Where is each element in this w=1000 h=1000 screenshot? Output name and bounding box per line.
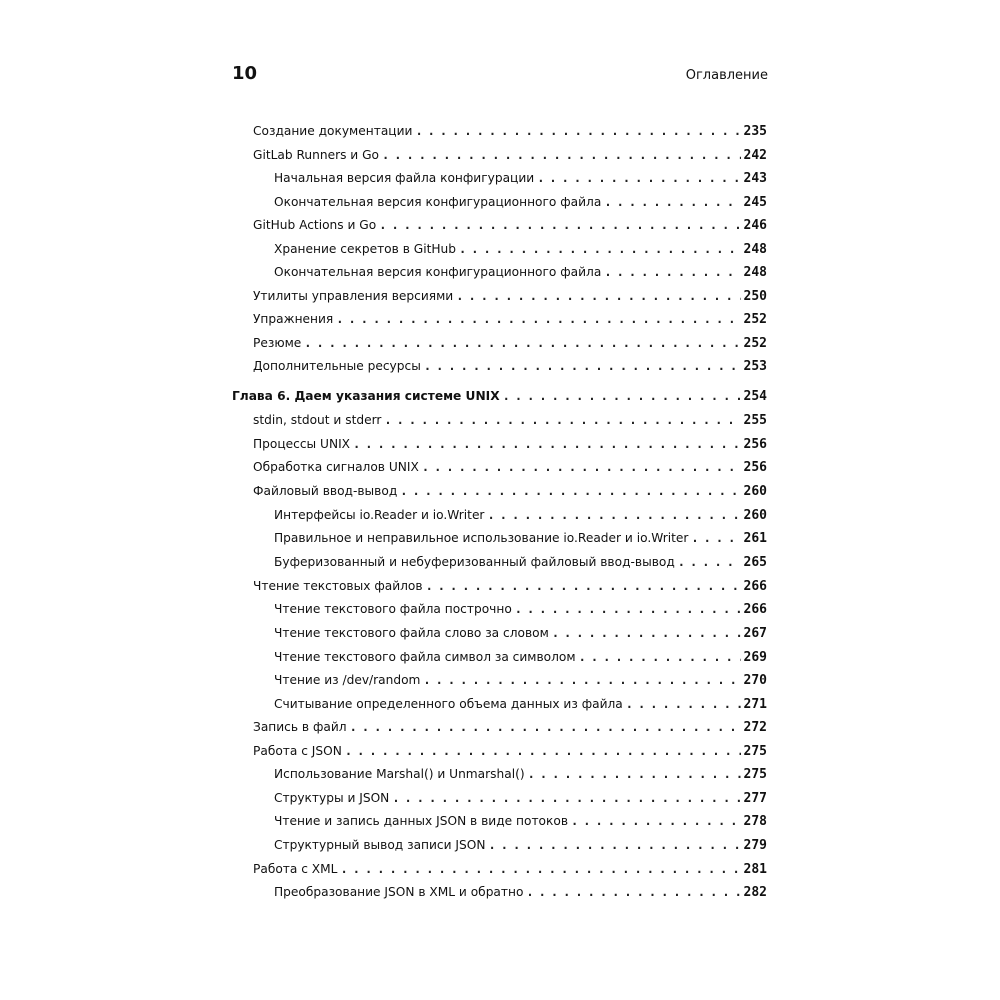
- dot-leader: [604, 191, 740, 213]
- toc-entry-title: Чтение из /dev/random: [274, 673, 421, 687]
- toc-entry-page: 256: [743, 460, 767, 475]
- toc-chapter: [232, 385, 767, 407]
- toc-entry-page: 269: [743, 650, 767, 665]
- toc-entry: [253, 308, 767, 330]
- toc-entry: [274, 167, 767, 189]
- toc-entry-title: Структуры и JSON: [274, 791, 390, 805]
- toc-entry-page: 282: [743, 885, 767, 900]
- dot-leader: [423, 669, 740, 691]
- dot-leader: [459, 238, 741, 260]
- toc-entry: [253, 355, 767, 377]
- toc-entry-page: 243: [743, 171, 767, 186]
- toc-entry-page: 275: [743, 744, 767, 759]
- dot-leader: [528, 763, 741, 785]
- toc-entry-page: 242: [743, 148, 767, 163]
- toc-entry-title: Чтение текстового файла построчно: [274, 602, 512, 616]
- dot-leader: [426, 575, 741, 597]
- toc-entry-page: 248: [743, 265, 767, 280]
- toc-entry: [253, 285, 767, 307]
- toc-entry-title: Файловый ввод-вывод: [253, 484, 398, 498]
- toc-entry-title: Структурный вывод записи JSON: [274, 838, 486, 852]
- toc-entry: [274, 527, 767, 549]
- toc-entry-title: Процессы UNIX: [253, 437, 351, 451]
- toc-entry-title: Утилиты управления версиями: [253, 289, 454, 303]
- toc-entry-title: GitHub Actions и Go: [253, 218, 377, 232]
- toc-entry-page: 277: [743, 791, 767, 806]
- toc-entry-page: 250: [743, 289, 767, 304]
- dot-leader: [537, 167, 740, 189]
- toc-entry-page: 278: [743, 814, 767, 829]
- toc-entry-page: 261: [743, 531, 767, 546]
- toc-entry-title: Начальная версия файла конфигурации: [274, 171, 535, 185]
- dot-leader: [384, 409, 740, 431]
- toc-entry-title: Окончательная версия конфигурационного файла: [274, 265, 602, 279]
- toc-entry: [274, 787, 767, 809]
- toc-entry: [274, 238, 767, 260]
- toc-entry: [274, 834, 767, 856]
- toc-entry-page: 255: [743, 413, 767, 428]
- toc-entry-page: 271: [743, 697, 767, 712]
- dot-leader: [345, 740, 741, 762]
- dot-leader: [626, 693, 741, 715]
- toc-entry-title: Буферизованный и небуферизованный файловый ввод-вывод: [274, 555, 675, 569]
- toc-entry-title: Хранение секретов в GitHub: [274, 242, 456, 256]
- toc-entry: [274, 261, 767, 283]
- dot-leader: [552, 622, 741, 644]
- running-head: Оглавление: [685, 68, 768, 83]
- toc-entry-title: Резюме: [253, 336, 302, 350]
- toc-entry: [274, 881, 767, 903]
- dot-leader: [392, 787, 740, 809]
- toc-entry: [274, 693, 767, 715]
- toc-entry-page: 267: [743, 626, 767, 641]
- toc-entry: [253, 409, 767, 431]
- dot-leader: [424, 355, 741, 377]
- toc-entry: [253, 144, 767, 166]
- dot-leader: [503, 385, 741, 407]
- toc-entry: [253, 120, 767, 142]
- toc-entry: [253, 332, 767, 354]
- toc-entry-page: 266: [743, 602, 767, 617]
- dot-leader: [515, 598, 741, 620]
- toc-entry-page: 254: [743, 389, 767, 404]
- toc-entry-page: 252: [743, 312, 767, 327]
- dot-leader: [487, 504, 740, 526]
- toc-entry-page: 275: [743, 767, 767, 782]
- toc-entry-page: 248: [743, 242, 767, 257]
- toc-entry-page: 246: [743, 218, 767, 233]
- toc-entry-title: Запись в файл: [253, 720, 347, 734]
- dot-leader: [678, 551, 741, 573]
- toc-entry: [274, 598, 767, 620]
- dot-leader: [456, 285, 740, 307]
- toc-entry-title: Чтение текстового файла слово за словом: [274, 626, 549, 640]
- dot-leader: [526, 881, 740, 903]
- toc-entry: [253, 716, 767, 738]
- toc-entry: [274, 669, 767, 691]
- toc-entry-title: GitLab Runners и Go: [253, 148, 379, 162]
- toc-entry-page: 272: [743, 720, 767, 735]
- dot-leader: [353, 433, 740, 455]
- toc-entry-title: Считывание определенного объема данных из файла: [274, 697, 623, 711]
- dot-leader: [304, 332, 740, 354]
- toc-entry-title: Правильное и неправильное использование io.Reader и io.Writer: [274, 531, 689, 545]
- toc-entry-title: Использование Marshal() и Unmarshal(): [274, 767, 525, 781]
- dot-leader: [340, 858, 740, 880]
- dot-leader: [422, 456, 741, 478]
- toc-entry-title: Интерфейсы io.Reader и io.Writer: [274, 508, 485, 522]
- toc-entry: [274, 622, 767, 644]
- dot-leader: [336, 308, 740, 330]
- toc-entry: [274, 646, 767, 668]
- toc-entry-page: 260: [743, 484, 767, 499]
- toc-entry: [274, 504, 767, 526]
- toc-entry: [253, 575, 767, 597]
- dot-leader: [488, 834, 740, 856]
- toc-entry-page: 266: [743, 579, 767, 594]
- dot-leader: [579, 646, 741, 668]
- toc-entry: [253, 858, 767, 880]
- toc-entry-title: Преобразование JSON в XML и обратно: [274, 885, 524, 899]
- dot-leader: [350, 716, 741, 738]
- toc-entry-title: Создание документации: [253, 124, 413, 138]
- page-number: 10: [232, 63, 258, 84]
- toc-entry-title: stdin, stdout и stderr: [253, 413, 382, 427]
- toc-entry-title: Окончательная версия конфигурационного файла: [274, 195, 602, 209]
- toc-entry-title: Работа с XML: [253, 862, 338, 876]
- toc-entry-page: 279: [743, 838, 767, 853]
- dot-leader: [691, 527, 740, 549]
- dot-leader: [400, 480, 740, 502]
- toc-entry: [253, 433, 767, 455]
- dot-leader: [415, 120, 740, 142]
- toc-entry-page: 270: [743, 673, 767, 688]
- toc-entry-page: 256: [743, 437, 767, 452]
- toc-entry-title: Обработка сигналов UNIX: [253, 460, 419, 474]
- toc-entry-page: 252: [743, 336, 767, 351]
- toc-entry: [253, 480, 767, 502]
- toc-entry: [274, 551, 767, 573]
- dot-leader: [571, 810, 741, 832]
- toc-entry-title: Чтение текстового файла символ за символом: [274, 650, 576, 664]
- toc-entry-title: Глава 6. Даем указания системе UNIX: [232, 389, 500, 403]
- toc-entry-page: 281: [743, 862, 767, 877]
- toc-entry-page: 265: [743, 555, 767, 570]
- toc-entry: [274, 810, 767, 832]
- toc-entry: [274, 191, 767, 213]
- toc-entry-page: 235: [743, 124, 767, 139]
- toc-entry: [253, 456, 767, 478]
- toc-entry: [253, 740, 767, 762]
- toc-entry: [274, 763, 767, 785]
- toc-entry: [253, 214, 767, 236]
- toc-entry-title: Чтение текстовых файлов: [253, 579, 423, 593]
- toc-entry-title: Упражнения: [253, 312, 334, 326]
- dot-leader: [604, 261, 740, 283]
- toc-entry-title: Чтение и запись данных JSON в виде потоков: [274, 814, 568, 828]
- toc-entry-page: 260: [743, 508, 767, 523]
- toc-entry-page: 245: [743, 195, 767, 210]
- dot-leader: [382, 144, 741, 166]
- toc-entry-page: 253: [743, 359, 767, 374]
- toc-entry-title: Дополнительные ресурсы: [253, 359, 421, 373]
- toc-entry-title: Работа с JSON: [253, 744, 342, 758]
- dot-leader: [379, 214, 740, 236]
